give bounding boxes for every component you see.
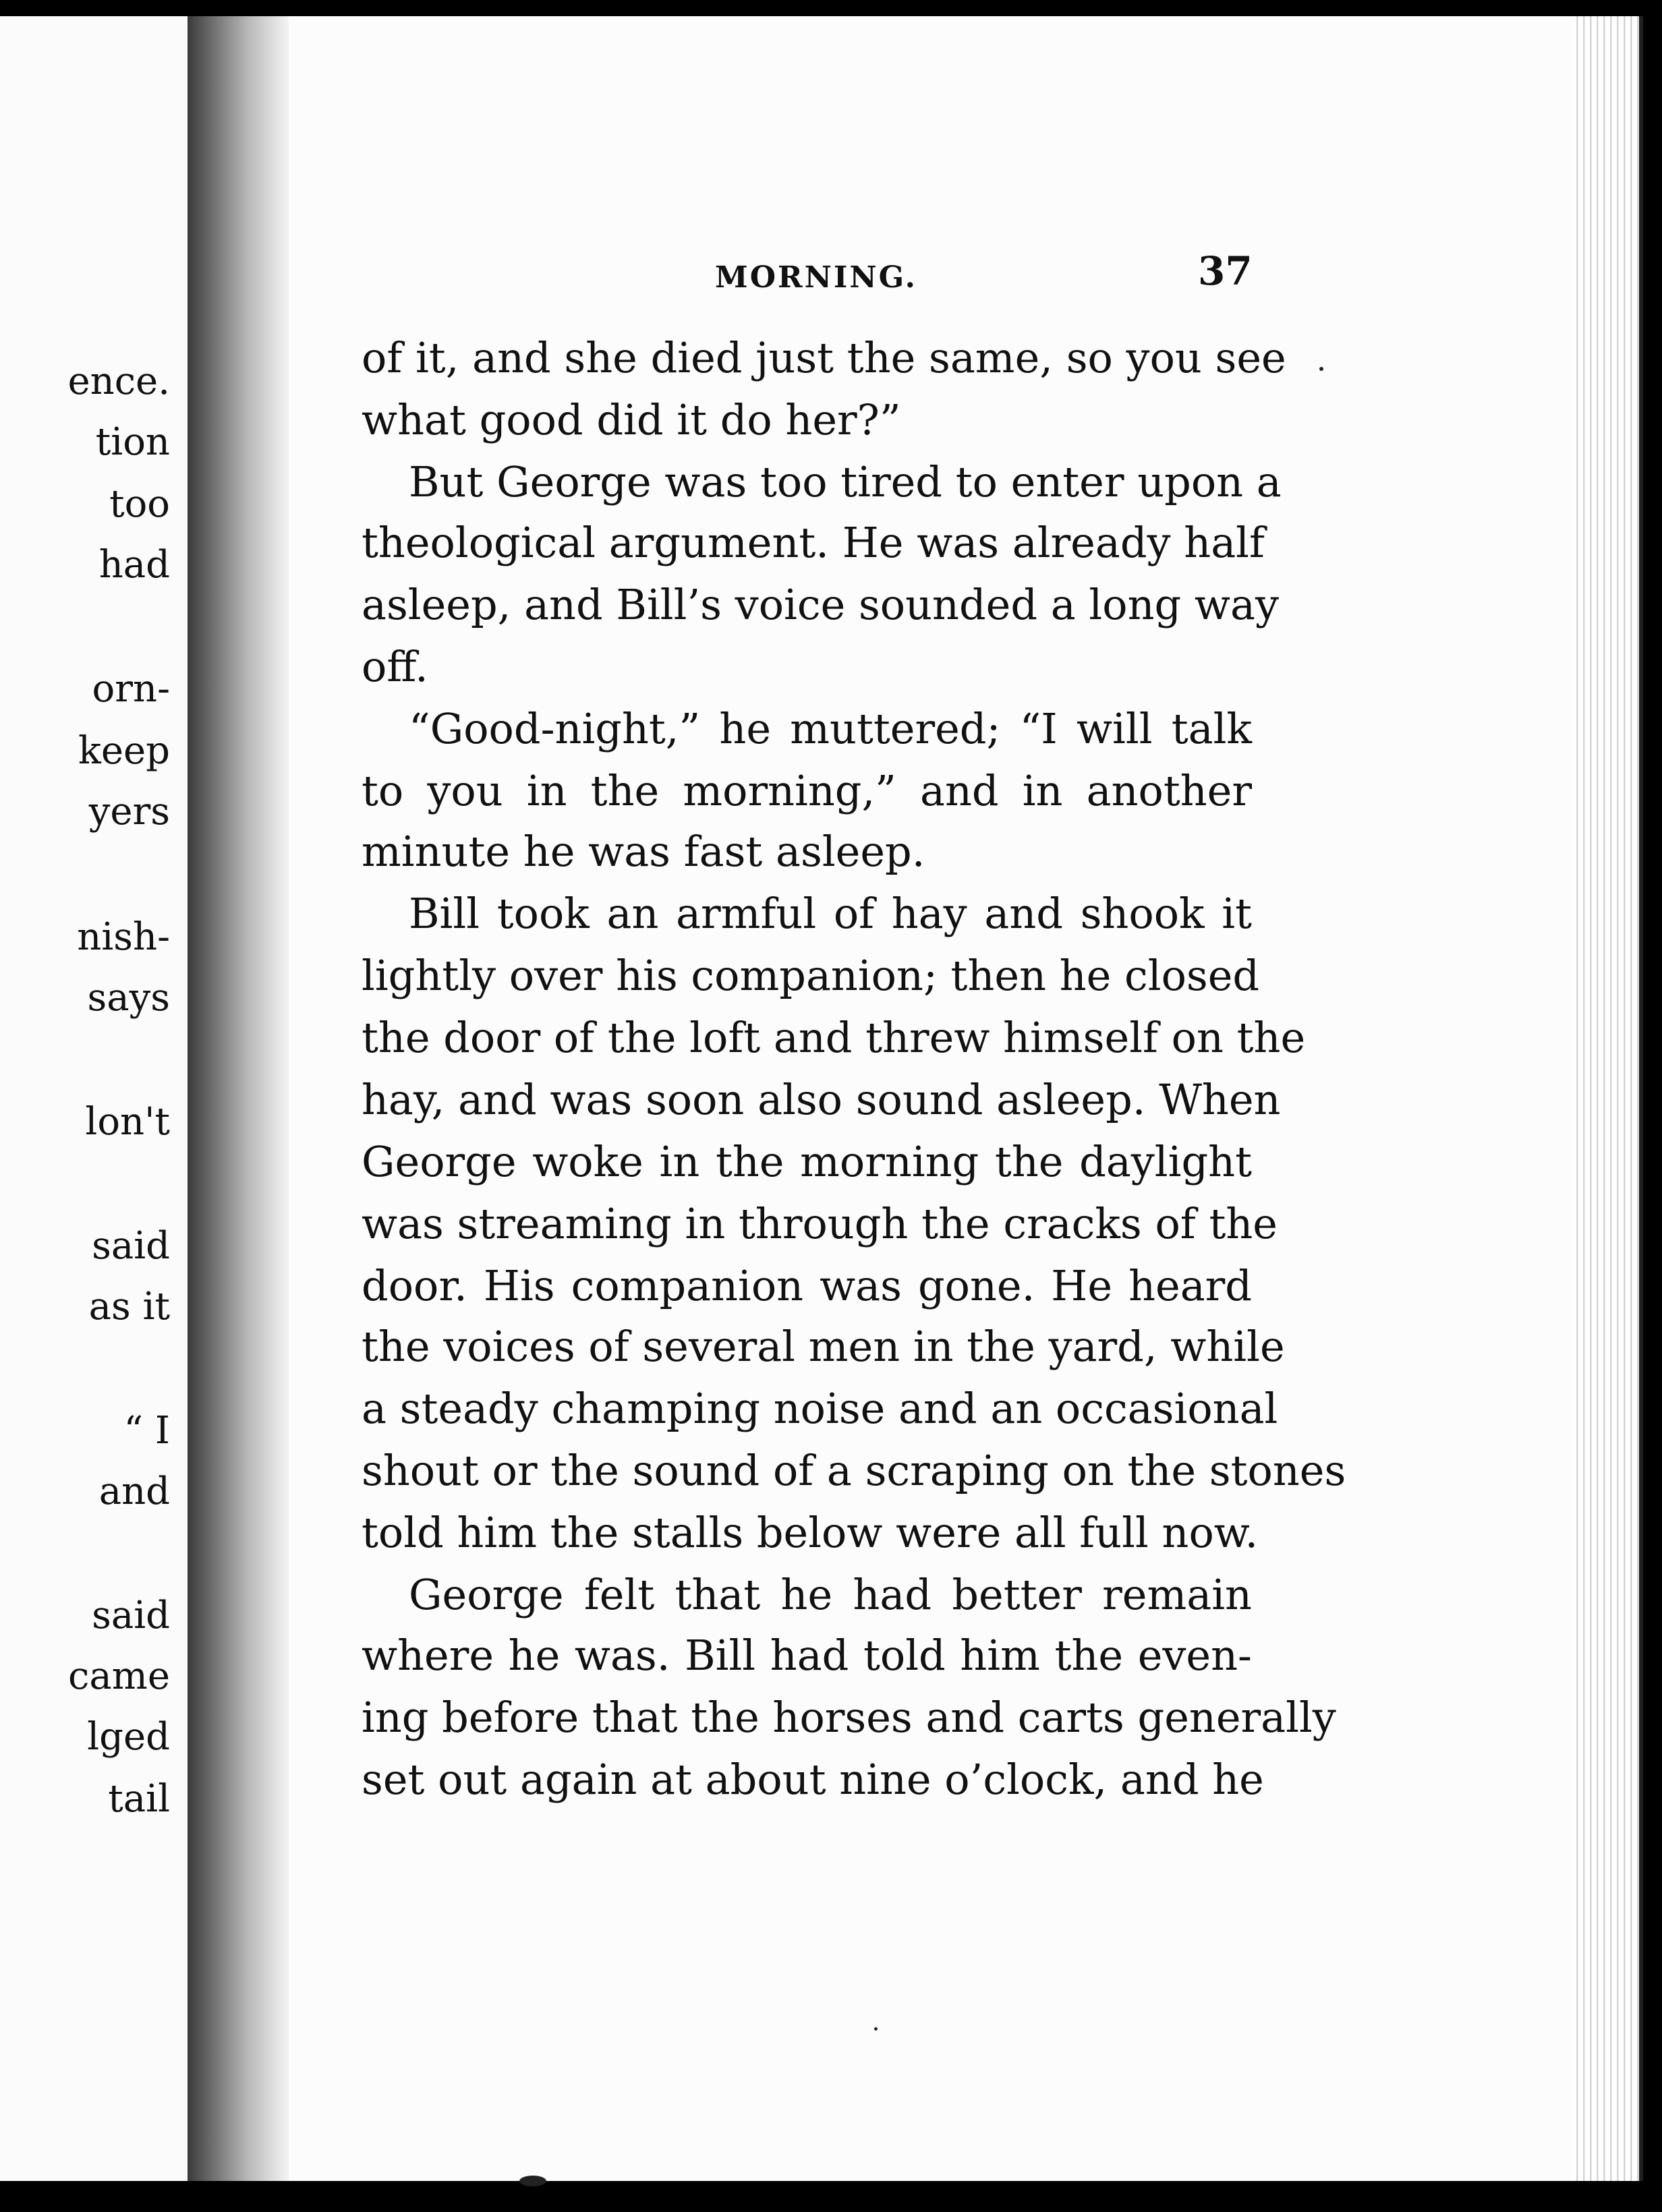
- left-page-fragment: and: [98, 1469, 170, 1513]
- left-page-fragment: tail: [108, 1777, 170, 1821]
- left-page-fragment: lon't: [85, 1100, 170, 1144]
- text-line: a steady champing noise and an occasional: [362, 1384, 1278, 1433]
- left-page-fragment: yers: [88, 790, 170, 834]
- left-page-fragment: had: [98, 543, 170, 587]
- running-head: MORNING.: [715, 260, 917, 295]
- book-gutter-shadow: [188, 16, 289, 2181]
- left-page-fragment: keep: [78, 729, 170, 773]
- text-line: was streaming in through the cracks of the: [362, 1199, 1278, 1248]
- text-line: shout or the sound of a scraping on the stones: [362, 1446, 1346, 1495]
- left-page-fragment: lged: [87, 1715, 170, 1759]
- text-line: the voices of several men in the yard, while: [362, 1322, 1285, 1371]
- text-line: ing before that the horses and carts generally: [362, 1693, 1336, 1742]
- left-page-fragment: nish-: [77, 915, 170, 959]
- left-page-fragment: “ I: [123, 1409, 170, 1453]
- scan-speck: [1319, 367, 1323, 371]
- left-page-fragment: said: [92, 1594, 170, 1637]
- left-page-fragment: orn-: [92, 667, 170, 711]
- text-line: of it, and she died just the same, so you see: [362, 333, 1286, 382]
- text-line: the door of the loft and threw himself on the: [362, 1013, 1306, 1062]
- text-line: minute he was fast asleep.: [362, 827, 925, 876]
- left-page-fragment: tion: [95, 420, 170, 464]
- left-page-fragment: came: [68, 1654, 170, 1698]
- left-facing-page: [0, 16, 188, 2181]
- text-line: to you in the morning,” and in another: [362, 766, 1252, 815]
- scan-speck: [519, 2176, 546, 2186]
- text-line: what good did it do her?”: [362, 395, 901, 444]
- text-line: “Good-night,” he muttered; “I will talk: [409, 704, 1252, 753]
- left-page-fragment: as it: [88, 1285, 170, 1329]
- page-number: 37: [1198, 248, 1253, 294]
- text-line: set out again at about nine o’clock, and he: [362, 1755, 1264, 1804]
- left-page-fragment: said: [92, 1224, 170, 1268]
- text-line: George woke in the morning the daylight: [362, 1137, 1252, 1186]
- left-page-fragment: ence.: [67, 359, 170, 403]
- text-line: door. His companion was gone. He heard: [362, 1261, 1252, 1310]
- text-line: off.: [362, 642, 428, 691]
- text-line: lightly over his companion; then he closed: [362, 951, 1260, 1000]
- text-line: theological argument. He was already half: [362, 518, 1265, 567]
- page-edges: [1572, 16, 1643, 2181]
- text-line: told him the stalls below were all full now.: [362, 1508, 1259, 1557]
- left-page-fragment: too: [109, 482, 170, 526]
- text-line: George felt that he had better remain: [409, 1570, 1252, 1619]
- scan-speck: [874, 2027, 878, 2031]
- text-line: But George was too tired to enter upon a: [409, 457, 1282, 506]
- text-line: where he was. Bill had told him the even-: [362, 1631, 1252, 1680]
- text-line: hay, and was soon also sound asleep. When: [362, 1075, 1281, 1124]
- text-line: asleep, and Bill’s voice sounded a long way: [362, 580, 1279, 629]
- text-line: Bill took an armful of hay and shook it: [409, 889, 1252, 938]
- left-page-fragment: says: [87, 976, 170, 1020]
